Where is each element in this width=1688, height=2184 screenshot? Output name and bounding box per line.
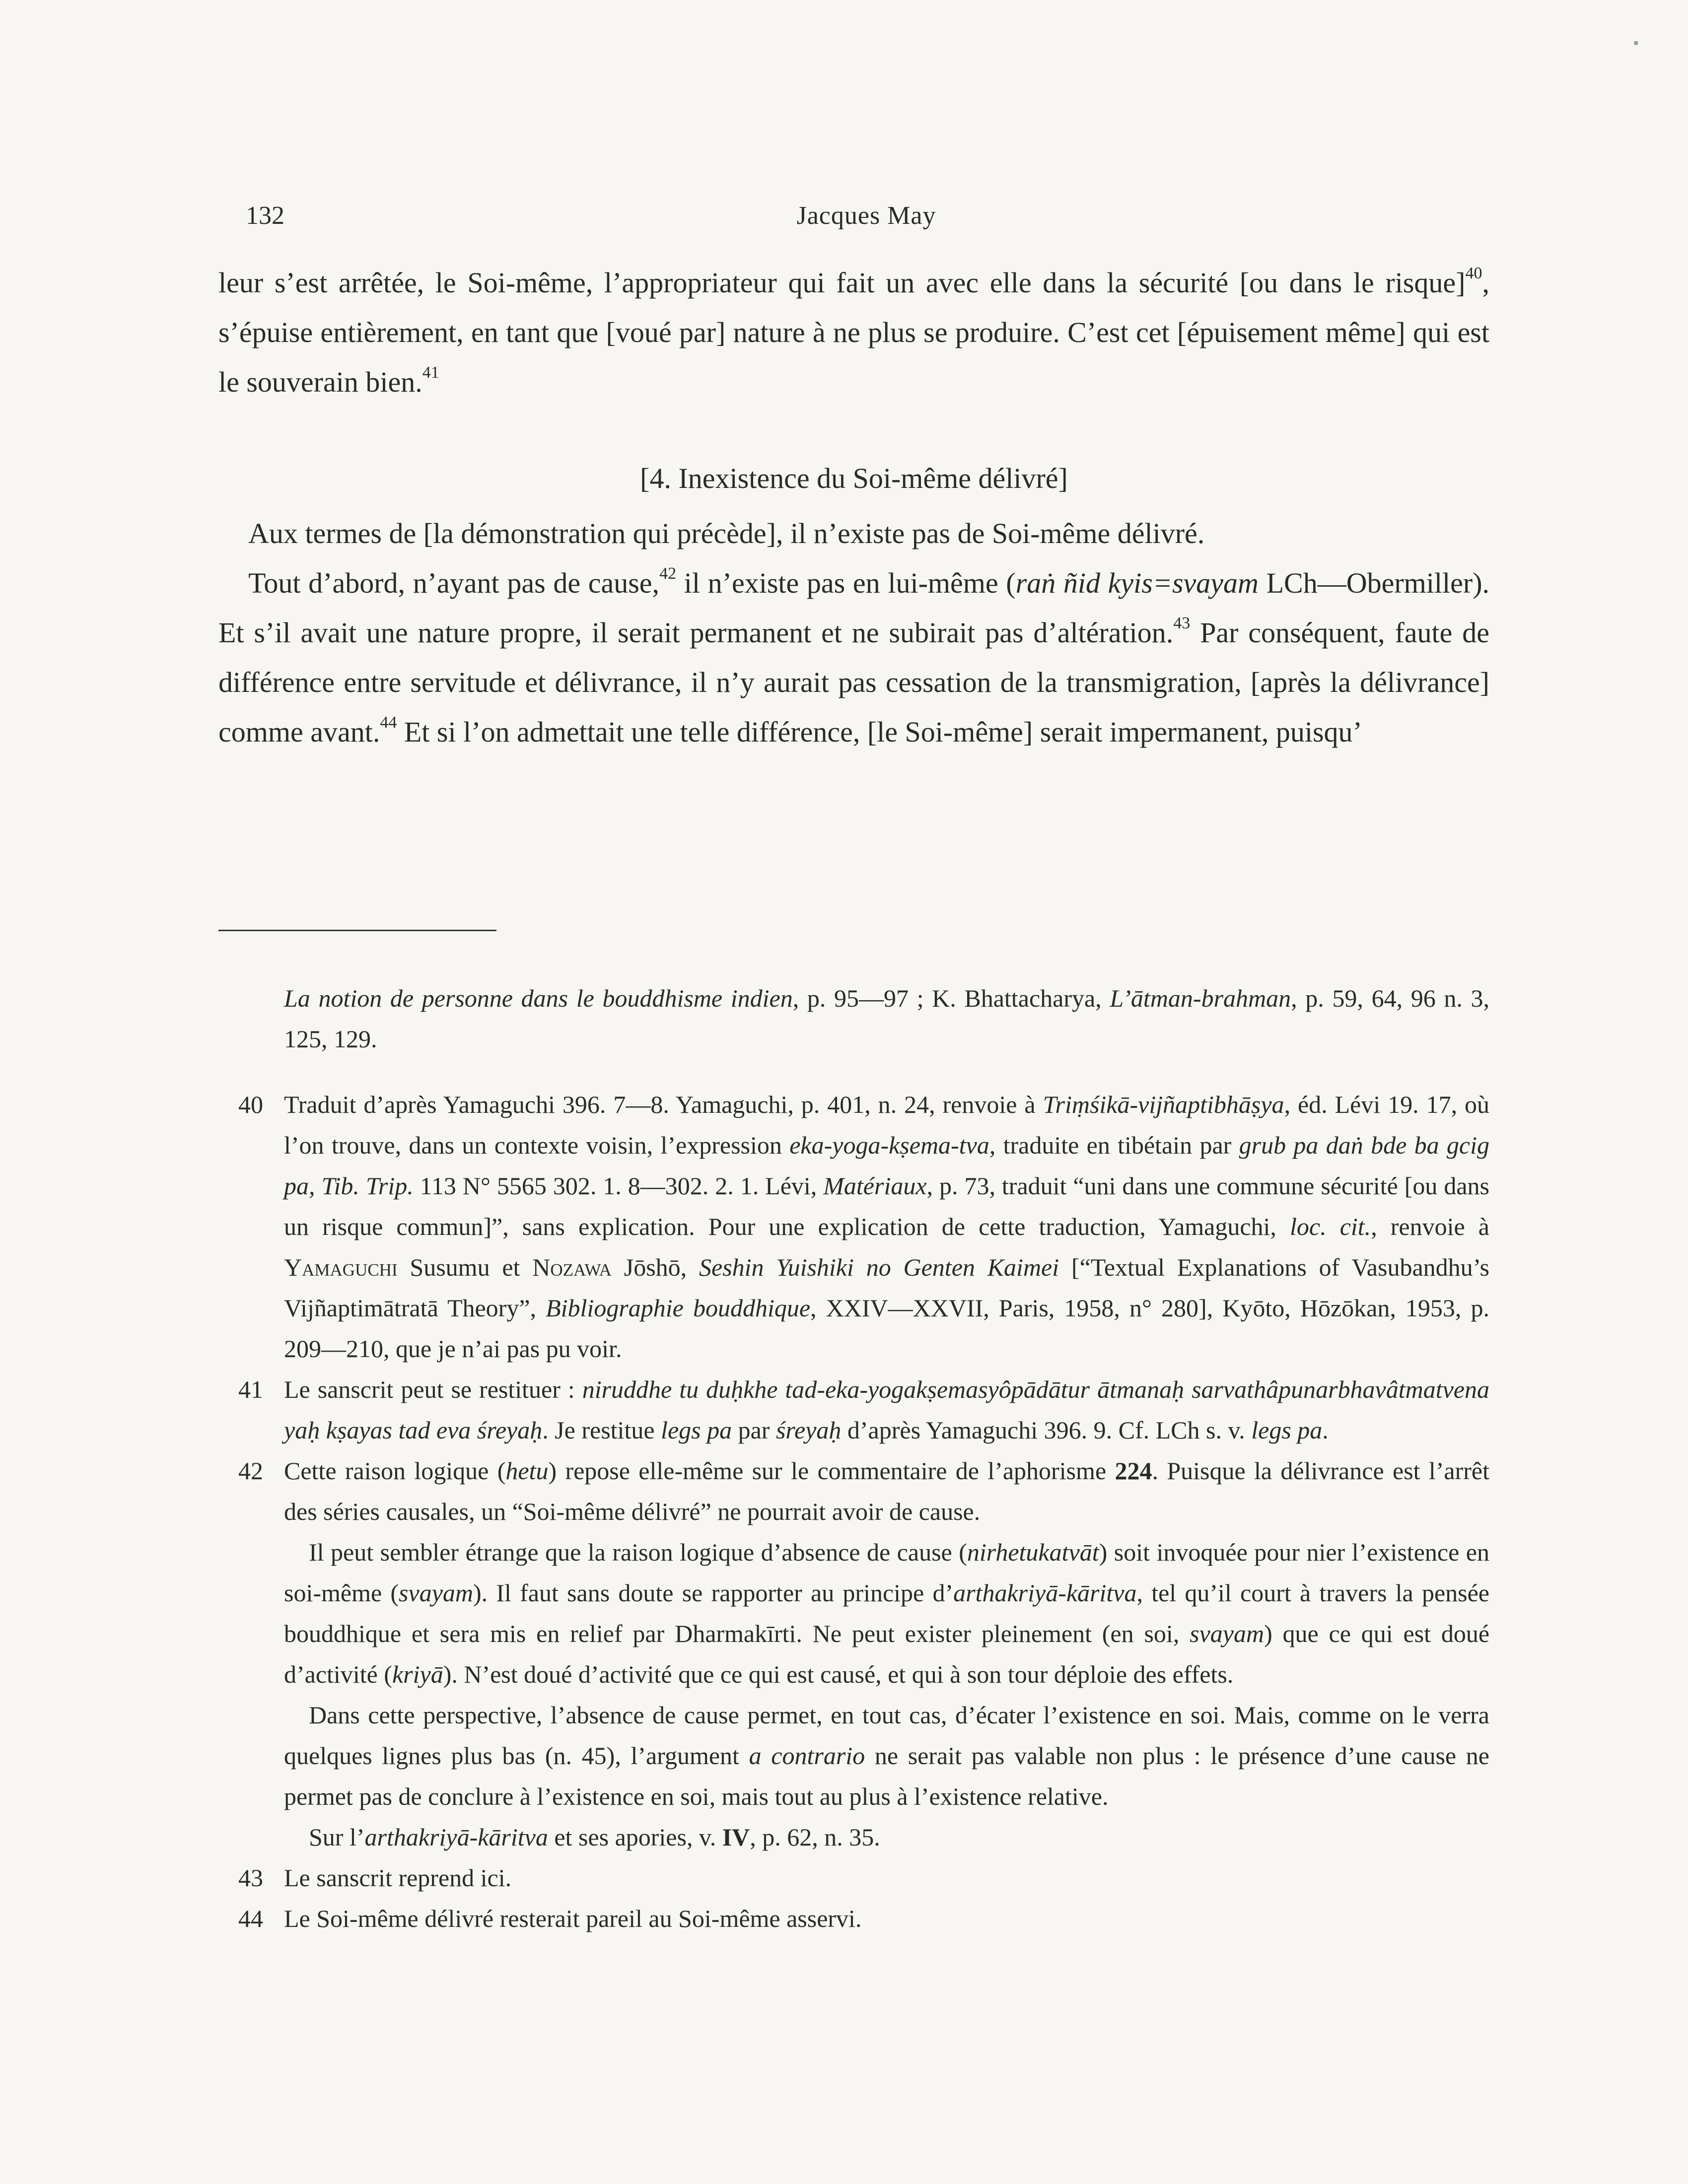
footnote-42-paragraph-2: Il peut sembler étrange que la raison logique d’absence de cause (nirhetukatvāt) soit invoquée pour nier l’existence en soi-même (svayam). Il faut sans doute se rapporter au principe d’arthakriyā-kāritva, tel qu’il court à travers la pensée bouddhique et sera mis en relief par Dharmakīrti. Ne peut exister pleinement (en soi, svayam) que ce qui est doué d’activité (kriyā). N’est doué d’activité que ce qui est causé, et qui à son tour déploie des effets. <box>284 1538 1490 1688</box>
footnote-41 <box>238 1369 1489 1450</box>
text-run: L’ātman-brahman <box>1110 984 1291 1012</box>
section-heading: [4. Inexistence du Soi-même délivré] <box>640 462 1068 494</box>
footnote-ref-44[interactable]: 44 <box>380 713 397 732</box>
paragraph <box>218 558 1489 757</box>
paragraph: Aux termes de [la démonstration qui précède], il n’existe pas de Soi-même délivré. <box>248 517 1205 549</box>
scan-mark-icon: ▪ <box>1633 35 1639 51</box>
running-title-author: Jacques May <box>796 202 936 230</box>
text-run: , p. 95—97 ; K. Bhattacharya, <box>792 984 1110 1012</box>
text-run: , s’épuise entièrement, en tant que [voué par] nature à ne plus se produire. C’est cet [épuisement même] qui est le souverain bien. <box>218 267 1489 398</box>
tibetan-term: raṅ ñid kyis=svayam <box>1015 567 1259 599</box>
footnote-body: Cette raison logique (hetu) repose elle-même sur le commentaire de l’aphorisme 224. Puisque la délivrance est l’arrêt des séries causales, un “Soi-même délivré” ne pourrait avoir de cause. <box>284 1457 1489 1525</box>
text-run: Par conséquent, faute de différence entre servitude et délivrance, il n’y aurait pas cessation de la transmigration, [après la délivrance] comme avant. <box>218 616 1489 748</box>
footnote-continuation <box>284 978 1489 1059</box>
text-run: Et si l’on admettait une telle différence, [le Soi-même] serait impermanent, puisqu’ <box>397 716 1362 748</box>
text-run: , p. 59, 64, 96 n. 3, 125, 129. <box>284 984 1489 1053</box>
footnote-ref-43[interactable]: 43 <box>1173 614 1191 632</box>
footnote-body: Le Soi-même délivré resterait pareil au Soi-même asservi. <box>284 1905 862 1932</box>
footnote-number: 44 <box>238 1905 263 1932</box>
footnote-ref-40[interactable]: 40 <box>1465 264 1482 282</box>
footnote-number: 41 <box>238 1375 263 1403</box>
footnote-body: Le sanscrit peut se restituer : niruddhe tu duḥkhe tad-eka-yogakṣemasyôpādātur ātmanaḥ sarvathâpunarbhavâtmatvena yaḥ kṣayas tad eva śreyaḥ. Je restitue legs pa par śreyaḥ d’après Yamaguchi 396. 9. Cf. LCh s. v. legs pa. <box>284 1375 1489 1444</box>
footnote-number: 42 <box>238 1457 263 1485</box>
footnote-42-paragraph-4: Sur l’arthakriyā-kāritva et ses apories, v. IV, p. 62, n. 35. <box>309 1823 880 1851</box>
text-run: leur s’est arrêtée, le Soi-même, l’appropriateur qui fait un avec elle dans la sécurité [ou dans le risque] <box>218 267 1466 299</box>
footnote-ref-42[interactable]: 42 <box>659 564 677 583</box>
footnote-ref-41[interactable]: 41 <box>422 363 439 382</box>
footnote-42-paragraph-3: Dans cette perspective, l’absence de cause permet, en tout cas, d’écater l’existence en soi. Mais, comme on le verra quelques lignes plus bas (n. 45), l’argument a contrario ne serait pas valable non plus : le présence d’une cause ne permet pas de conclure à l’existence en soi, mais tout au plus à l’existence relative. <box>284 1701 1489 1810</box>
footnote-body: Le sanscrit reprend ici. <box>284 1864 512 1892</box>
text-run: Tout d’abord, n’ayant pas de cause, <box>248 567 660 599</box>
text-run: La notion de personne dans le bouddhisme indien <box>284 984 793 1012</box>
page-number: 132 <box>246 202 284 230</box>
footnote-43 <box>238 1857 1489 1898</box>
footnote-body: Traduit d’après Yamaguchi 396. 7—8. Yamaguchi, p. 401, n. 24, renvoie à Triṃśikā-vijñaptibhāṣya, éd. Lévi 19. 17, où l’on trouve, dans un contexte voisin, l’expression eka-yoga-kṣema-tva, traduite en tibétain par grub pa daṅ bde ba gcig pa, Tib. Trip. 113 N° 5565 302. 1. 8—302. 2. 1. Lévi, Matériaux, p. 73, traduit “uni dans une commune sécurité [ou dans un risque commun]”, sans explication. Pour une explication de cette traduction, Yamaguchi, loc. cit., renvoie à Yamaguchi Susumu et Nozawa Jōshō, Seshin Yuishiki no Genten Kaimei [“Textual Explanations of Vasubandhu’s Vijñaptimātratā Theory”, Bibliographie bouddhique, XXIV—XXVII, Paris, 1958, n° 280], Kyōto, Hōzōkan, 1953, p. 209—210, que je n’ai pas pu voir. <box>284 1091 1490 1363</box>
footnote-number: 43 <box>238 1864 263 1892</box>
footnote-44 <box>238 1898 1489 1939</box>
text-run: il n’existe pas en lui-même ( <box>676 567 1016 599</box>
text-run: LCh—Obermiller). Et s’il avait une nature propre, il serait permanent et ne subirait pas d’altération. <box>218 567 1490 649</box>
running-head <box>246 201 1487 241</box>
body-paragraph-1 <box>218 258 1489 407</box>
footnotes <box>238 953 1489 1939</box>
footnote-divider <box>218 930 496 931</box>
footnote-42 <box>238 1450 1489 1532</box>
body-paragraphs-2 <box>218 509 1489 757</box>
footnote-number: 40 <box>238 1091 263 1118</box>
paragraph <box>218 258 1489 407</box>
footnote-40 <box>238 1084 1489 1369</box>
